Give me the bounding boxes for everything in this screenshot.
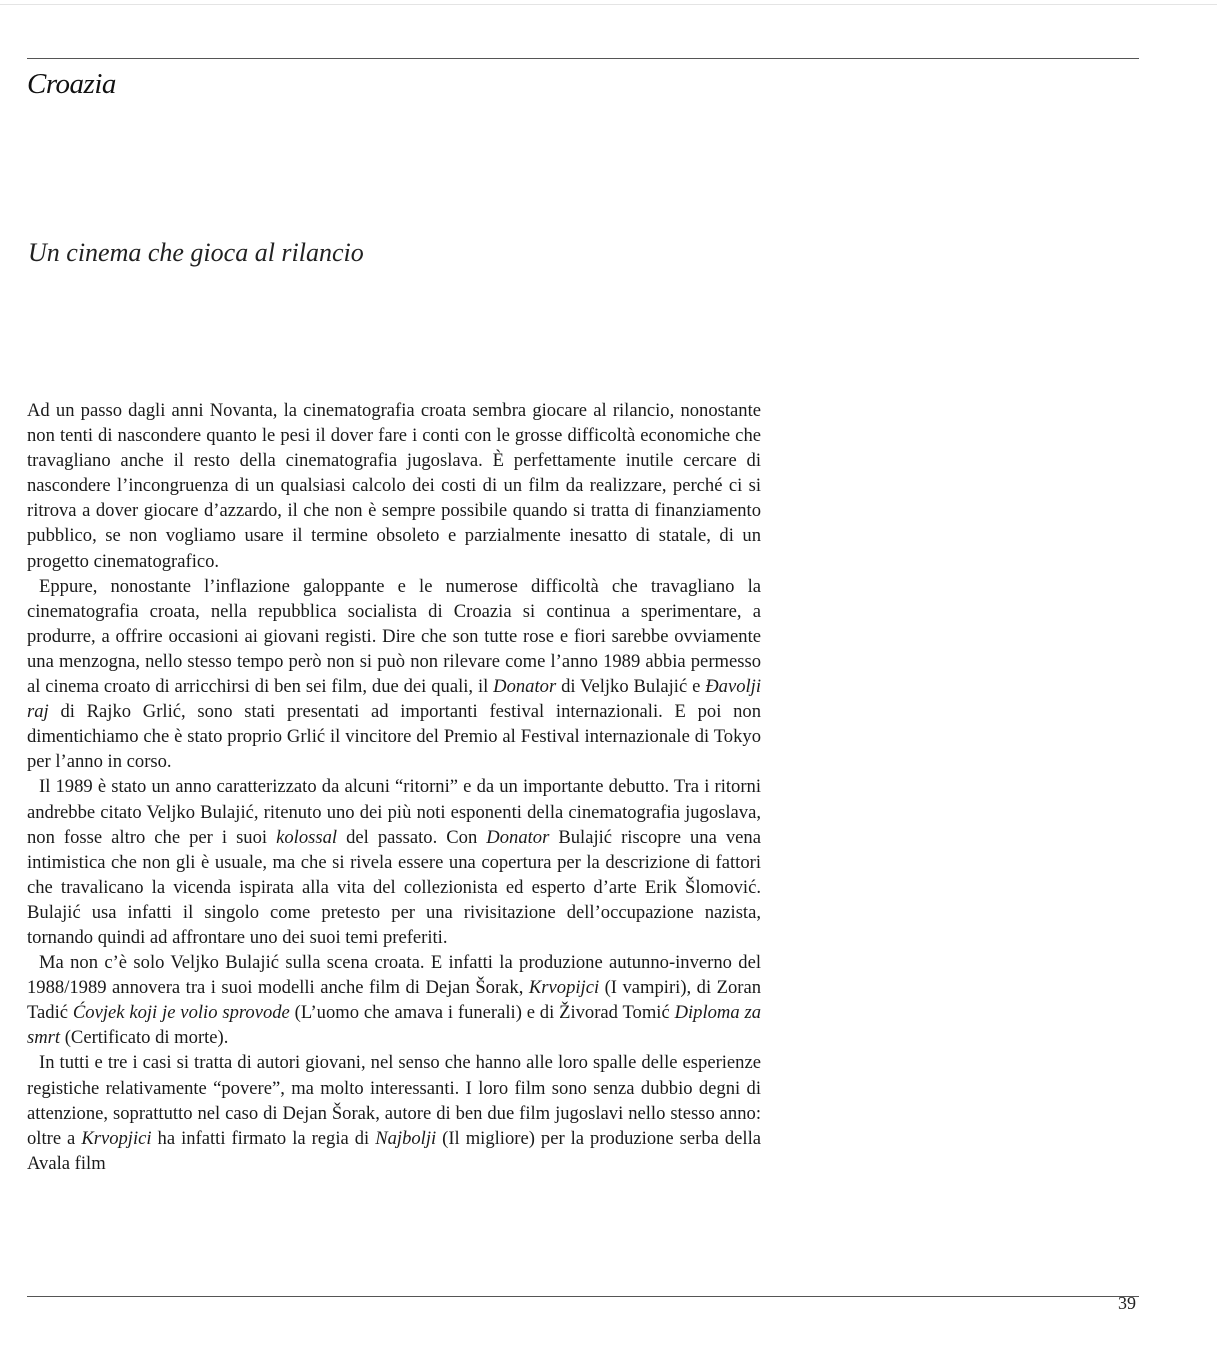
section-title: Croazia bbox=[27, 68, 116, 100]
paragraph-text: In tutti e tre i casi si tratta di autori giovani, nel senso che hanno alle loro spalle delle esperienze registiche relativamente “povere”, ma molto interessanti. I loro film sono senza dubbio degni di attenzione, soprattutto nel caso di Dejan Šorak, autore di ben due film jugoslavi nello stesso anno: oltre a bbox=[27, 1052, 761, 1149]
italic-term: kolossal bbox=[276, 826, 338, 848]
paragraph-text: (Il migliore) per la produzione serba della Avala film bbox=[27, 1127, 762, 1174]
paragraph-text: di Veljko Bulajić e bbox=[556, 676, 706, 698]
paragraph-text: di Rajko Grlić, sono stati presentati ad importanti festival internazionali. E poi non dimentichiamo che è stato proprio Grlić il vincitore del Premio al Festival internazionale di Tokyo per l’anno in corso. bbox=[27, 701, 761, 773]
page-number: 39 bbox=[1118, 1293, 1136, 1313]
paragraph-text: Il 1989 è stato un anno caratterizzato da alcuni “ritorni” e da un importante debutto. Tra i ritorni andrebbe citato Veljko Bulajić, ritenuto uno dei più noti esponenti della cinematografia jugoslava, non fosse altro che per i suoi bbox=[27, 776, 761, 848]
paragraph-2 bbox=[27, 574, 761, 775]
paragraph-text: Bulajić riscopre una vena intimistica che non gli è usuale, ma che si rivela essere una copertura per la descrizione di fattori che travalicano la vicenda ispirata alla vita del collezionista ed esperto d’arte Erik Šlomović. Bulajić usa infatti il singolo come pretesto per una rivisitazione dell’occupazione nazista, tornando quindi ad affrontare uno dei suoi temi preferiti. bbox=[27, 826, 761, 948]
paragraph-text: (I vampiri), di Zoran Tadić bbox=[27, 977, 761, 1024]
film-title: Krvopjici bbox=[81, 1127, 152, 1149]
article-body bbox=[27, 398, 761, 1176]
header-rule bbox=[27, 58, 1139, 59]
film-title: Đavolji raj bbox=[27, 676, 761, 723]
film-title: Donator bbox=[493, 676, 557, 698]
top-edge-rule bbox=[0, 4, 1217, 5]
film-title: Krvopijci bbox=[528, 977, 600, 999]
paragraph-3 bbox=[27, 774, 761, 950]
paragraph-text: (Certificato di morte). bbox=[60, 1027, 229, 1049]
film-title: Diploma za smrt bbox=[27, 1002, 762, 1049]
paragraph-text: (L’uomo che amava i funerali) e di Živorad Tomić bbox=[289, 1002, 675, 1024]
paragraph-1 bbox=[27, 398, 761, 574]
paragraph-text: Eppure, nonostante l’inflazione galoppante e le numerose difficoltà che travagliano la cinematografia croata, nella repubblica socialista di Croazia si continua a sperimentare, a produrre, a offrire occasioni ai giovani registi. Dire che son tutte rose e fiori sarebbe ovviamente una menzogna, nello stesso tempo però non si può non rilevare come l’anno 1989 abbia permesso al cinema croato di arricchirsi di ben sei film, due dei quali, il bbox=[27, 575, 761, 698]
film-title: Najbolji bbox=[375, 1127, 437, 1149]
paragraph-5 bbox=[27, 1050, 761, 1175]
film-title: Donator bbox=[486, 826, 550, 848]
paragraph-text: ha infatti firmato la regia di bbox=[151, 1127, 376, 1149]
article-subtitle: Un cinema che gioca al rilancio bbox=[28, 238, 364, 267]
paragraph-4 bbox=[27, 950, 761, 1050]
paragraph-text: Ma non c’è solo Veljko Bulajić sulla scena croata. E infatti la produzione autunno-inverno del 1988/1989 annovera tra i suoi modelli anche film di Dejan Šorak, bbox=[27, 952, 761, 999]
paragraph-text: Ad un passo dagli anni Novanta, la cinematografia croata sembra giocare al rilancio, nonostante non tenti di nascondere quanto le pesi il dover fare i conti con le grosse difficoltà economiche che travagliano anche il resto della cinematografia jugoslava. È perfettamente inutile cercare di nascondere l’incongruenza di un qualsiasi calcolo dei costi di un film da realizzare, perché ci si ritrova a dover giocare d’azzardo, il che non è sempre possibile quando si tratta di finanziamento pubblico, se non vogliamo usare il termine obsoleto e parzialmente inesatto di statale, di un progetto cinematografico. bbox=[27, 400, 761, 572]
paragraph-text: del passato. Con bbox=[337, 826, 487, 848]
film-title: Ćovjek koji je volio sprovode bbox=[72, 1002, 290, 1024]
footer-rule bbox=[27, 1296, 1139, 1297]
